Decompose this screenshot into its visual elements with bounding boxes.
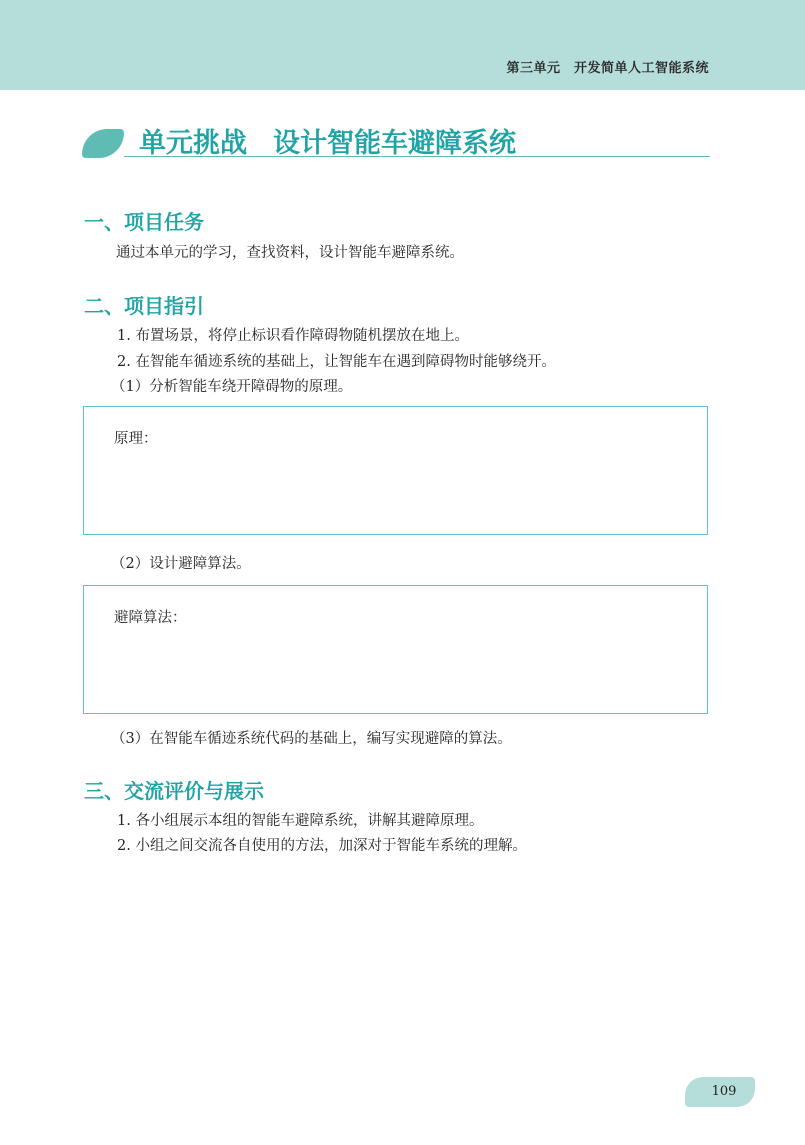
- leaf-icon: [82, 129, 124, 158]
- running-head: 第三单元 开发简单人工智能系统: [506, 61, 709, 76]
- guide-subitem-3: （3）在智能车循迹系统代码的基础上，编写实现避障的算法。: [111, 731, 512, 747]
- guide-subitem-1: （1）分析智能车绕开障碍物的原理。: [111, 379, 353, 395]
- guide-subitem-2: （2）设计避障算法。: [111, 556, 251, 572]
- title-part-2: 设计智能车避障系统: [273, 128, 516, 159]
- title-underline: [124, 156, 710, 157]
- header-band: [0, 0, 805, 90]
- section-heading-task: 一、项目任务: [84, 210, 204, 234]
- title-part-1: 单元挑战: [139, 128, 247, 159]
- section-heading-exchange: 三、交流评价与展示: [84, 779, 264, 803]
- page-number-tab: [685, 1077, 755, 1107]
- principle-label: 原理：: [114, 431, 158, 447]
- guide-item-1: 1. 布置场景，将停止标识看作障碍物随机摆放在地上。: [117, 328, 469, 344]
- page-title: [139, 121, 516, 160]
- guide-item-2: 2. 在智能车循迹系统的基础上，让智能车在遇到障碍物时能够绕开。: [117, 354, 556, 370]
- exchange-item-1: 1. 各小组展示本组的智能车避障系统，讲解其避障原理。: [117, 813, 484, 829]
- page-number: 109: [711, 1084, 737, 1099]
- algorithm-label: 避障算法：: [114, 610, 187, 626]
- algorithm-answer-box[interactable]: [83, 585, 708, 714]
- exchange-item-2: 2. 小组之间交流各自使用的方法，加深对于智能车系统的理解。: [117, 838, 527, 854]
- section-heading-guide: 二、项目指引: [84, 294, 204, 318]
- task-text: 通过本单元的学习，查找资料，设计智能车避障系统。: [116, 245, 464, 261]
- principle-answer-box[interactable]: [83, 406, 708, 535]
